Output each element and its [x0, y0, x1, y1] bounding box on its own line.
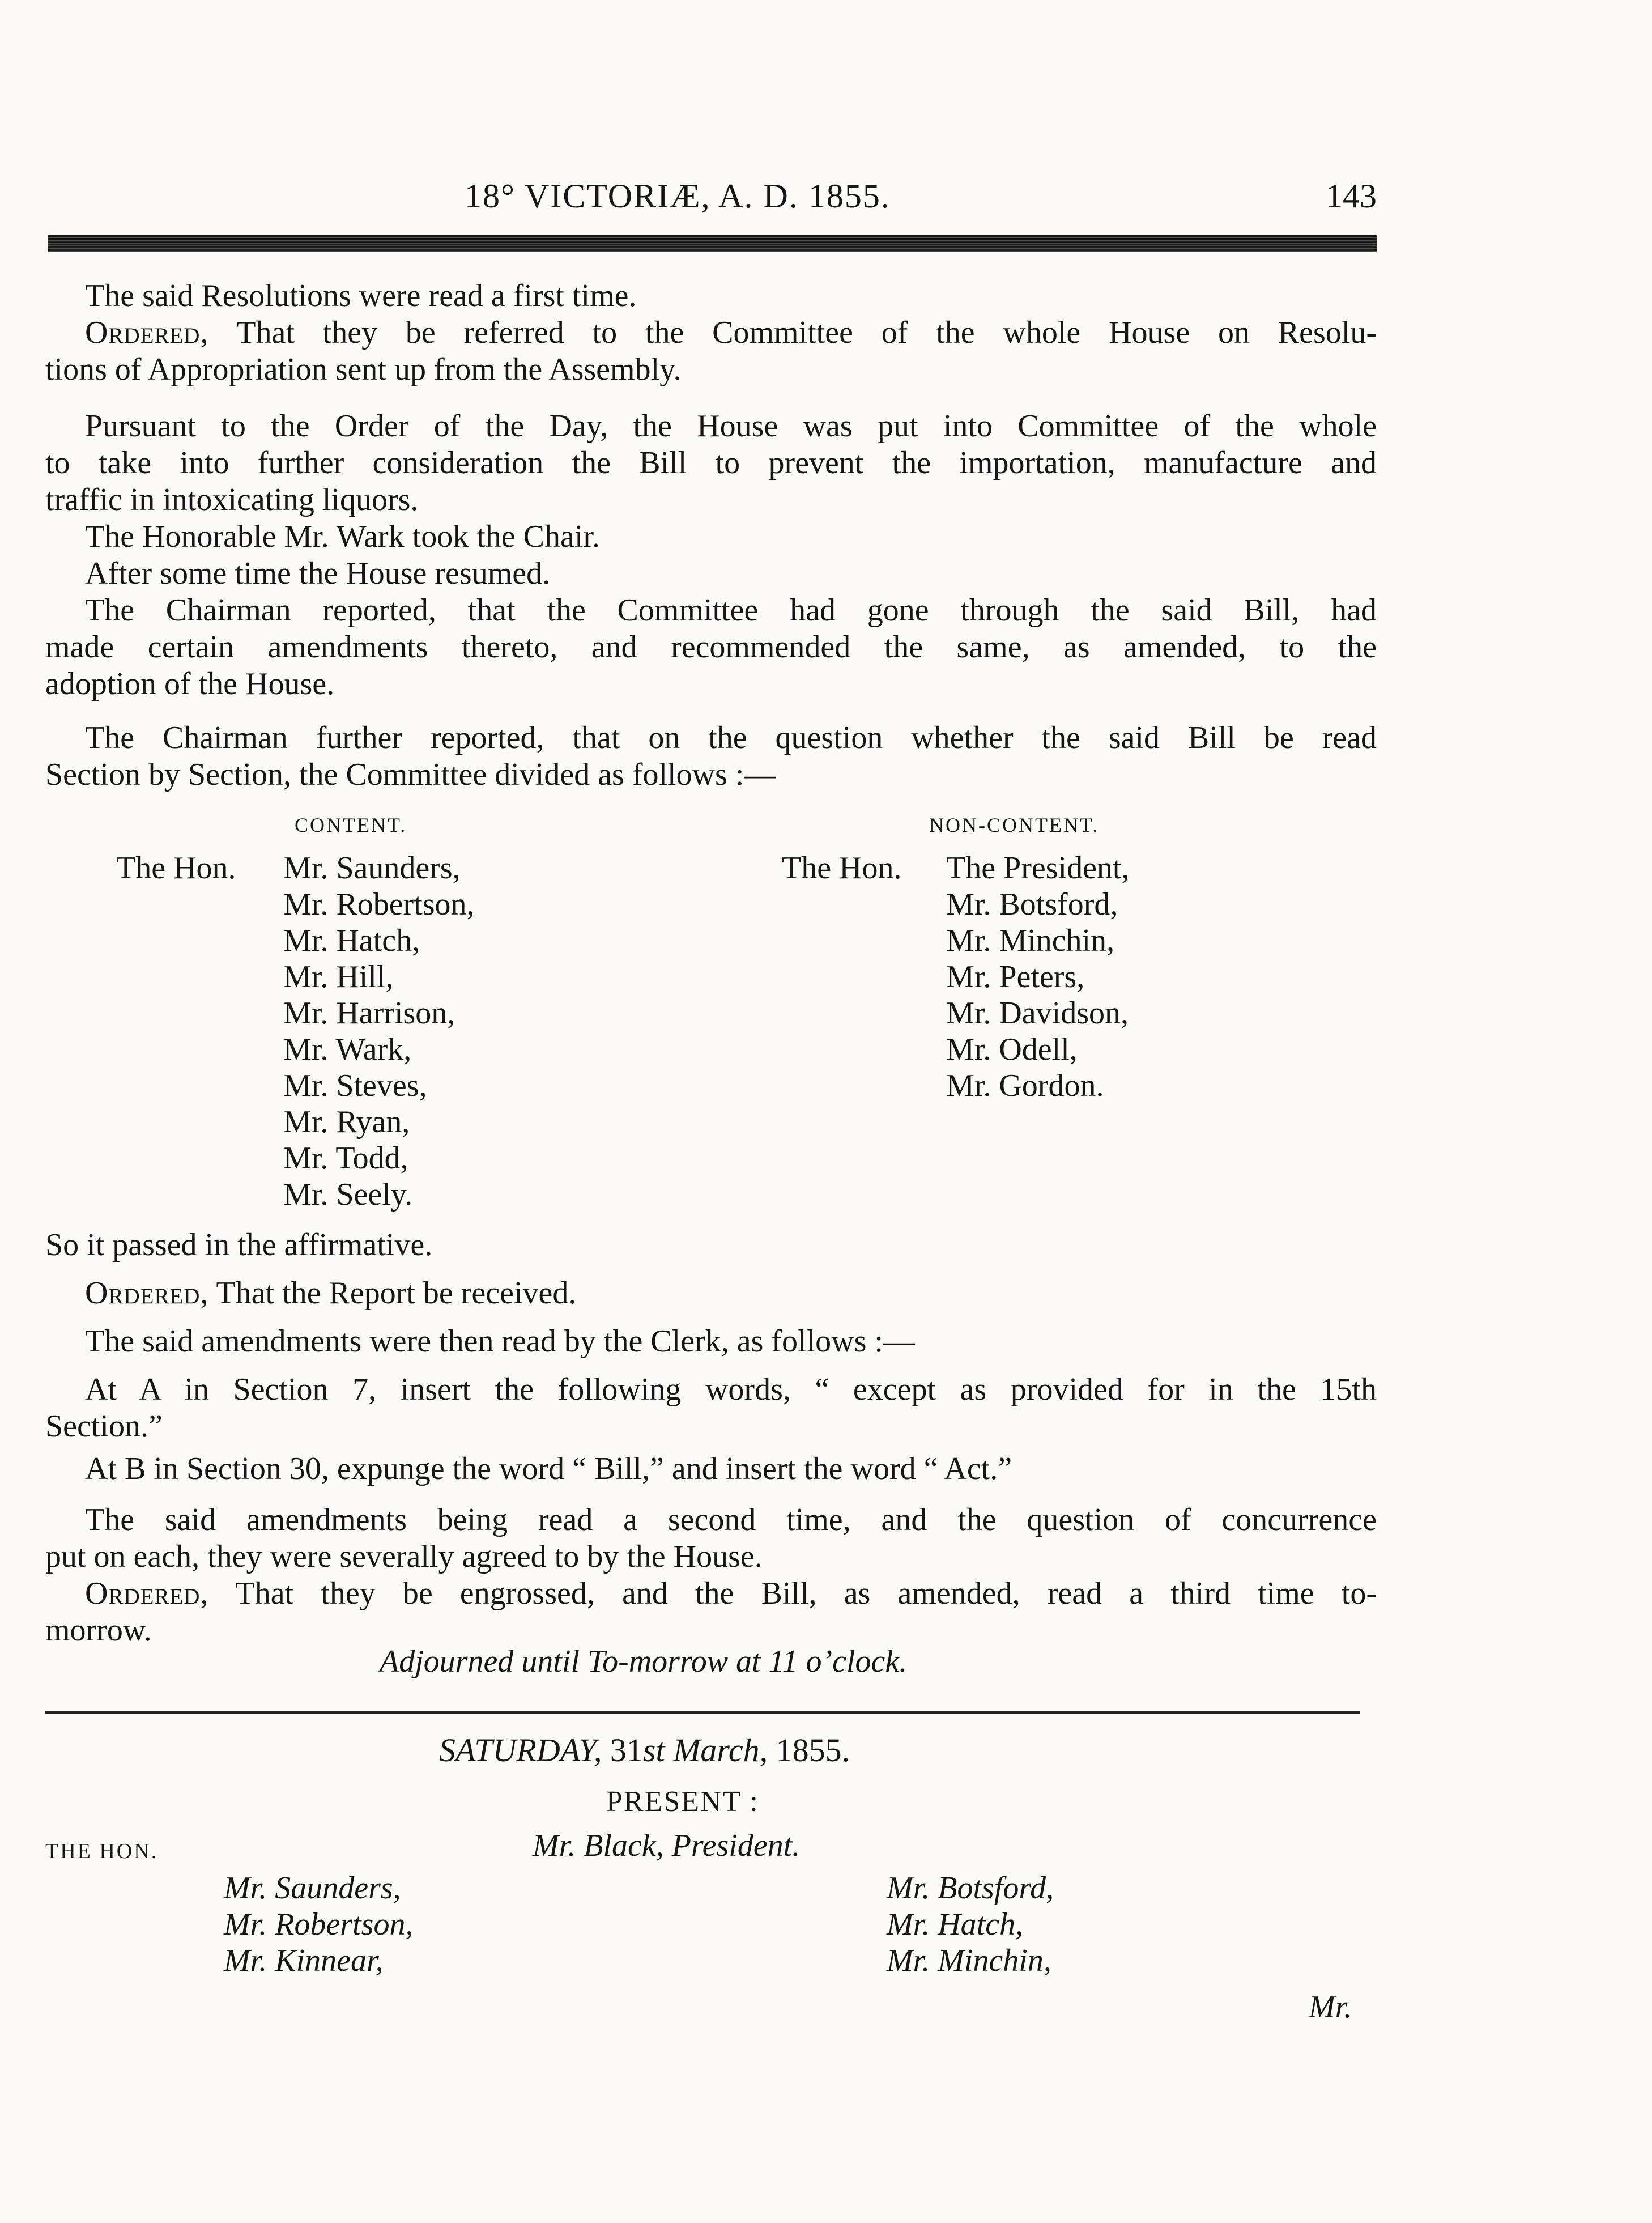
para-resumed: After some time the House resumed.	[85, 556, 551, 591]
para-pursuant-line1: Pursuant to the Order of the Day, the House was put into Committee of the whole	[85, 409, 1377, 444]
list-item: Mr. Ryan,	[283, 1104, 410, 1140]
present-left-list	[224, 1870, 413, 1979]
the-hon-label: THE HON.	[45, 1839, 159, 1863]
list-item: Mr. Wark,	[283, 1032, 412, 1067]
para-affirmative: So it passed in the affirmative.	[45, 1227, 433, 1263]
date-month: March,	[673, 1732, 768, 1769]
date-year: 1855.	[776, 1732, 850, 1769]
list-item: Mr. Harrison,	[283, 996, 455, 1031]
running-header: 18° VICTORIÆ, A. D. 1855.	[465, 177, 891, 215]
list-item: Mr. Davidson,	[946, 996, 1129, 1031]
list-item: Mr. Seely.	[283, 1177, 413, 1212]
content-vote-list	[283, 850, 475, 1213]
para-chairman-reported-line1: The Chairman reported, that the Committee had gone through the said Bill, had	[85, 593, 1377, 628]
para-report-received	[85, 1275, 576, 1311]
list-item: The President,	[946, 851, 1130, 886]
para-amendment-a-line2: Section.”	[45, 1409, 163, 1444]
list-item: Mr. Minchin,	[946, 923, 1115, 958]
para-pursuant-line2: to take into further consideration the Bill to prevent the importation, manufacture and	[45, 445, 1377, 481]
para-engrossed-line2: morrow.	[45, 1613, 152, 1648]
content-heading: CONTENT.	[295, 814, 407, 836]
ordered-referred-text: That they be referred to the Committee of the whole House on Resolu-	[236, 315, 1377, 350]
date-suffix: st	[642, 1732, 665, 1769]
non-content-heading: NON-CONTENT.	[929, 814, 1100, 836]
para-ordered-referred-line2: tions of Appropriation sent up from the Assembly.	[45, 352, 682, 387]
para-amendment-a-line1: At A in Section 7, insert the following words, “ except as provided for in the 15th	[85, 1372, 1377, 1407]
list-item: Mr. Robertson,	[224, 1907, 414, 1942]
section-divider	[45, 1711, 1360, 1714]
ordered-label: Ordered,	[85, 1576, 209, 1611]
report-received-text: That the Report be received.	[216, 1276, 577, 1311]
para-further-reported-line2: Section by Section, the Committee divided as follows :—	[45, 757, 776, 792]
para-pursuant-line3: traffic in intoxicating liquors.	[45, 482, 419, 517]
para-amendments-read: The said amendments were then read by the Clerk, as follows :—	[85, 1324, 915, 1359]
non-content-prefix: The Hon.	[782, 851, 902, 886]
engrossed-text: That they be engrossed, and the Bill, as amended, read a third time to-	[235, 1576, 1377, 1611]
para-second-time-line1: The said amendments being read a second time, and the question of concurrence	[85, 1502, 1377, 1537]
list-item: Mr. Todd,	[283, 1141, 408, 1176]
header-rule	[48, 235, 1377, 252]
list-item: Mr. Botsford,	[887, 1871, 1054, 1906]
adjourned-line: Adjourned until To-morrow at 11 o’clock.	[380, 1644, 908, 1679]
list-item: Mr. Hatch,	[887, 1907, 1024, 1942]
date-number: 31	[610, 1732, 643, 1769]
list-item: Mr. Hill,	[283, 959, 394, 994]
present-heading: PRESENT :	[606, 1786, 759, 1818]
list-item: Mr. Gordon.	[946, 1068, 1104, 1103]
content-prefix: The Hon.	[116, 851, 236, 886]
list-item: Mr. Minchin,	[887, 1943, 1051, 1978]
para-ordered-referred-line1	[85, 314, 1377, 351]
list-item: Mr. Kinnear,	[224, 1943, 384, 1978]
date-day: SATURDAY,	[439, 1732, 602, 1769]
ordered-label: Ordered,	[85, 315, 209, 350]
para-further-reported-line1: The Chairman further reported, that on the question whether the said Bill be read	[85, 720, 1377, 755]
non-content-vote-list	[946, 850, 1129, 1104]
para-resolutions-read: The said Resolutions were read a first time.	[85, 278, 637, 313]
para-chairman-reported-line3: adoption of the House.	[45, 666, 335, 702]
ordered-label: Ordered,	[85, 1276, 209, 1311]
session-date	[439, 1731, 850, 1769]
list-item: Mr. Robertson,	[283, 887, 475, 922]
list-item: Mr. Hatch,	[283, 923, 420, 958]
list-item: Mr. Botsford,	[946, 887, 1118, 922]
para-engrossed-line1	[85, 1575, 1377, 1612]
present-right-list	[887, 1870, 1054, 1979]
catchword: Mr.	[1309, 1990, 1352, 2025]
list-item: Mr. Odell,	[946, 1032, 1078, 1067]
list-item: Mr. Saunders,	[283, 851, 461, 886]
list-item: Mr. Saunders,	[224, 1871, 401, 1906]
page-number: 143	[1326, 177, 1377, 215]
president-line: Mr. Black, President.	[533, 1828, 801, 1863]
list-item: Mr. Steves,	[283, 1068, 427, 1103]
para-chairman-reported-line2: made certain amendments thereto, and recommended the same, as amended, to the	[45, 630, 1377, 665]
para-amendment-b: At B in Section 30, expunge the word “ Bill,” and insert the word “ Act.”	[85, 1451, 1012, 1486]
list-item: Mr. Peters,	[946, 959, 1085, 994]
para-second-time-line2: put on each, they were severally agreed to by the House.	[45, 1539, 763, 1574]
para-chair: The Honorable Mr. Wark took the Chair.	[85, 519, 600, 554]
